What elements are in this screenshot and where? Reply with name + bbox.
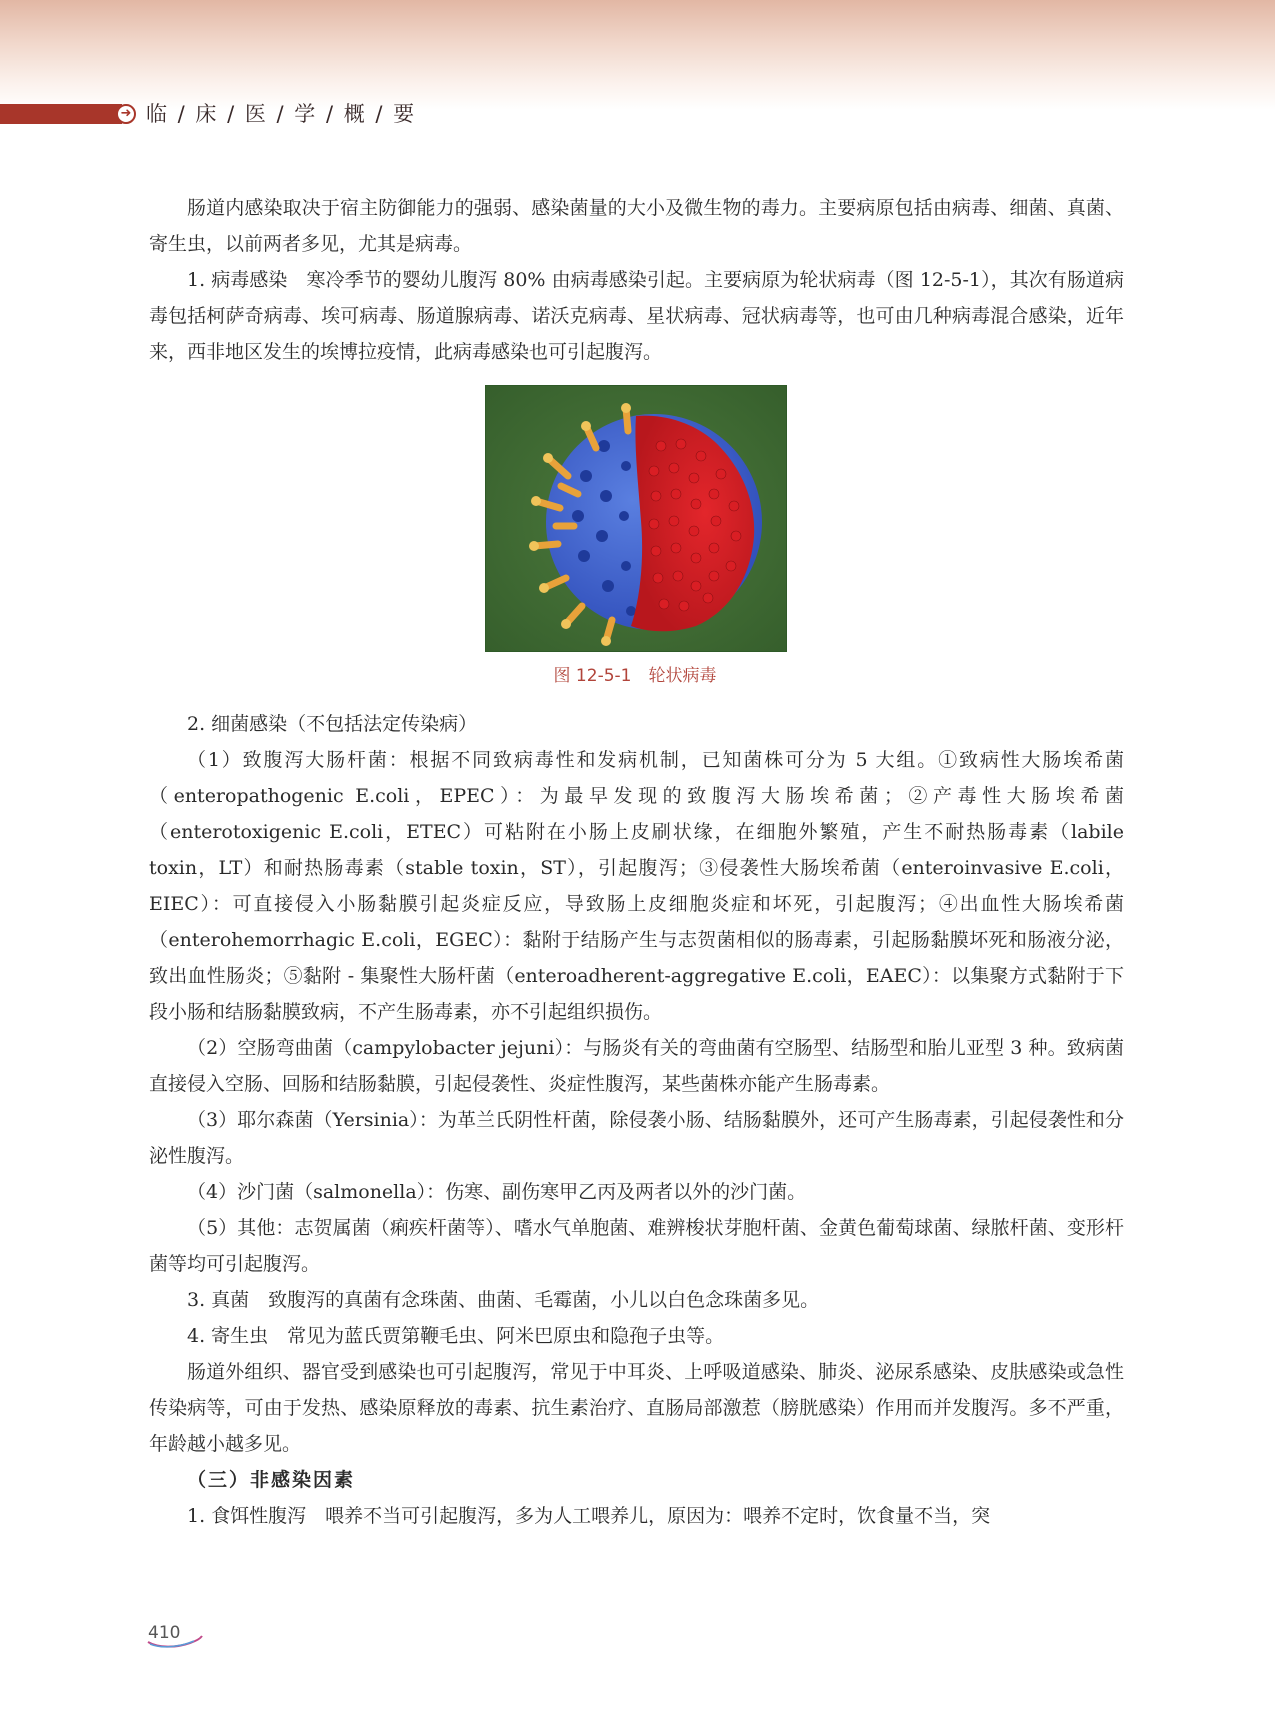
page-number: 410	[148, 1623, 181, 1643]
paragraph: 1. 食饵性腹泻 喂养不当可引起腹泻，多为人工喂养儿，原因为：喂养不定时，饮食量不当，突	[187, 1505, 991, 1527]
paragraph: 1. 病毒感染 寒冷季节的婴幼儿腹泻 80% 由病毒感染引起。主要病原为轮状病毒（图 12-5-1），其次有肠道病毒包括柯萨奇病毒、埃可病毒、肠道腺病毒、诺沃克病毒、星状病毒、冠状病毒等，也可由几种病毒混合感染，近年来，西非地区发生的埃博拉疫情，此病毒感染也可引起腹泻。	[149, 269, 1124, 363]
paragraph: （5）其他：志贺属菌（痢疾杆菌等）、嗜水气单胞菌、难辨梭状芽胞杆菌、金黄色葡萄球菌、绿脓杆菌、变形杆菌等均可引起腹泻。	[149, 1217, 1124, 1275]
section-heading-text: （三）非感染因素	[187, 1469, 356, 1491]
header-accent-bar	[0, 104, 122, 124]
paragraph: 3. 真菌 致腹泻的真菌有念珠菌、曲菌、毛霉菌，小儿以白色念珠菌多见。	[187, 1289, 820, 1311]
figure-caption: 图 12-5-1 轮状病毒	[553, 666, 717, 686]
paragraph: （4）沙门菌（salmonella）：伤寒、副伤寒甲乙丙及两者以外的沙门菌。	[187, 1181, 807, 1203]
paragraph: 4. 寄生虫 常见为蓝氏贾第鞭毛虫、阿米巴原虫和隐孢子虫等。	[187, 1325, 725, 1347]
page-number-swirl-icon	[146, 1634, 204, 1648]
paragraph: 肠道外组织、器官受到感染也可引起腹泻，常见于中耳炎、上呼吸道感染、肺炎、泌尿系感染、皮肤感染或急性传染病等，可由于发热、感染原释放的毒素、抗生素治疗、直肠局部激惹（膀胱感染）作用而并发腹泻。多不严重，年龄越小越多见。	[149, 1361, 1124, 1455]
header-background	[0, 0, 1275, 110]
paragraph: 肠道内感染取决于宿主防御能力的强弱、感染菌量的大小及微生物的毒力。主要病原包括由病毒、细菌、真菌、寄生虫，以前两者多见，尤其是病毒。	[149, 197, 1124, 255]
rotavirus-figure	[485, 385, 787, 652]
paragraph: （3）耶尔森菌（Yersinia）：为革兰氏阴性杆菌，除侵袭小肠、结肠黏膜外，还可产生肠毒素，引起侵袭性和分泌性腹泻。	[149, 1109, 1124, 1167]
section-heading	[149, 1462, 1124, 1498]
body-text-top	[149, 190, 1124, 370]
book-title: 临 / 床 / 医 / 学 / 概 / 要	[146, 102, 417, 126]
paragraph: （2）空肠弯曲菌（campylobacter jejuni）：与肠炎有关的弯曲菌有空肠型、结肠型和胎儿亚型 3 种。致病菌直接侵入空肠、回肠和结肠黏膜，引起侵袭性、炎症性腹泻，某些菌株亦能产生肠毒素。	[149, 1037, 1124, 1095]
arrow-right-icon: ➜	[116, 104, 136, 124]
body-text-bottom	[149, 706, 1124, 1534]
paragraph: 2. 细菌感染（不包括法定传染病）	[187, 713, 478, 735]
rotavirus-illustration	[486, 386, 786, 651]
paragraph: （1）致腹泻大肠杆菌：根据不同致病毒性和发病机制，已知菌株可分为 5 大组。①致病性大肠埃希菌（enteropathogenic E.coli，EPEC）：为最早发现的致腹泻大肠埃希菌；②产毒性大肠埃希菌（enterotoxigenic E.coli，ETEC）可粘附在小肠上皮刷状缘，在细胞外繁殖，产生不耐热肠毒素（labile toxin，LT）和耐热肠毒素（stable toxin，ST），引起腹泻；③侵袭性大肠埃希菌（enteroinvasive E.coli，EIEC）：可直接侵入小肠黏膜引起炎症反应，导致肠上皮细胞炎症和坏死，引起腹泻；④出血性大肠埃希菌（enterohemorrhagic E.coli，EGEC）：黏附于结肠产生与志贺菌相似的肠毒素，引起肠黏膜坏死和肠液分泌，致出血性肠炎；⑤黏附 - 集聚性大肠杆菌（enteroadherent-aggregative E.coli，EAEC）：以集聚方式黏附于下段小肠和结肠黏膜致病，不产生肠毒素，亦不引起组织损伤。	[149, 749, 1124, 1023]
